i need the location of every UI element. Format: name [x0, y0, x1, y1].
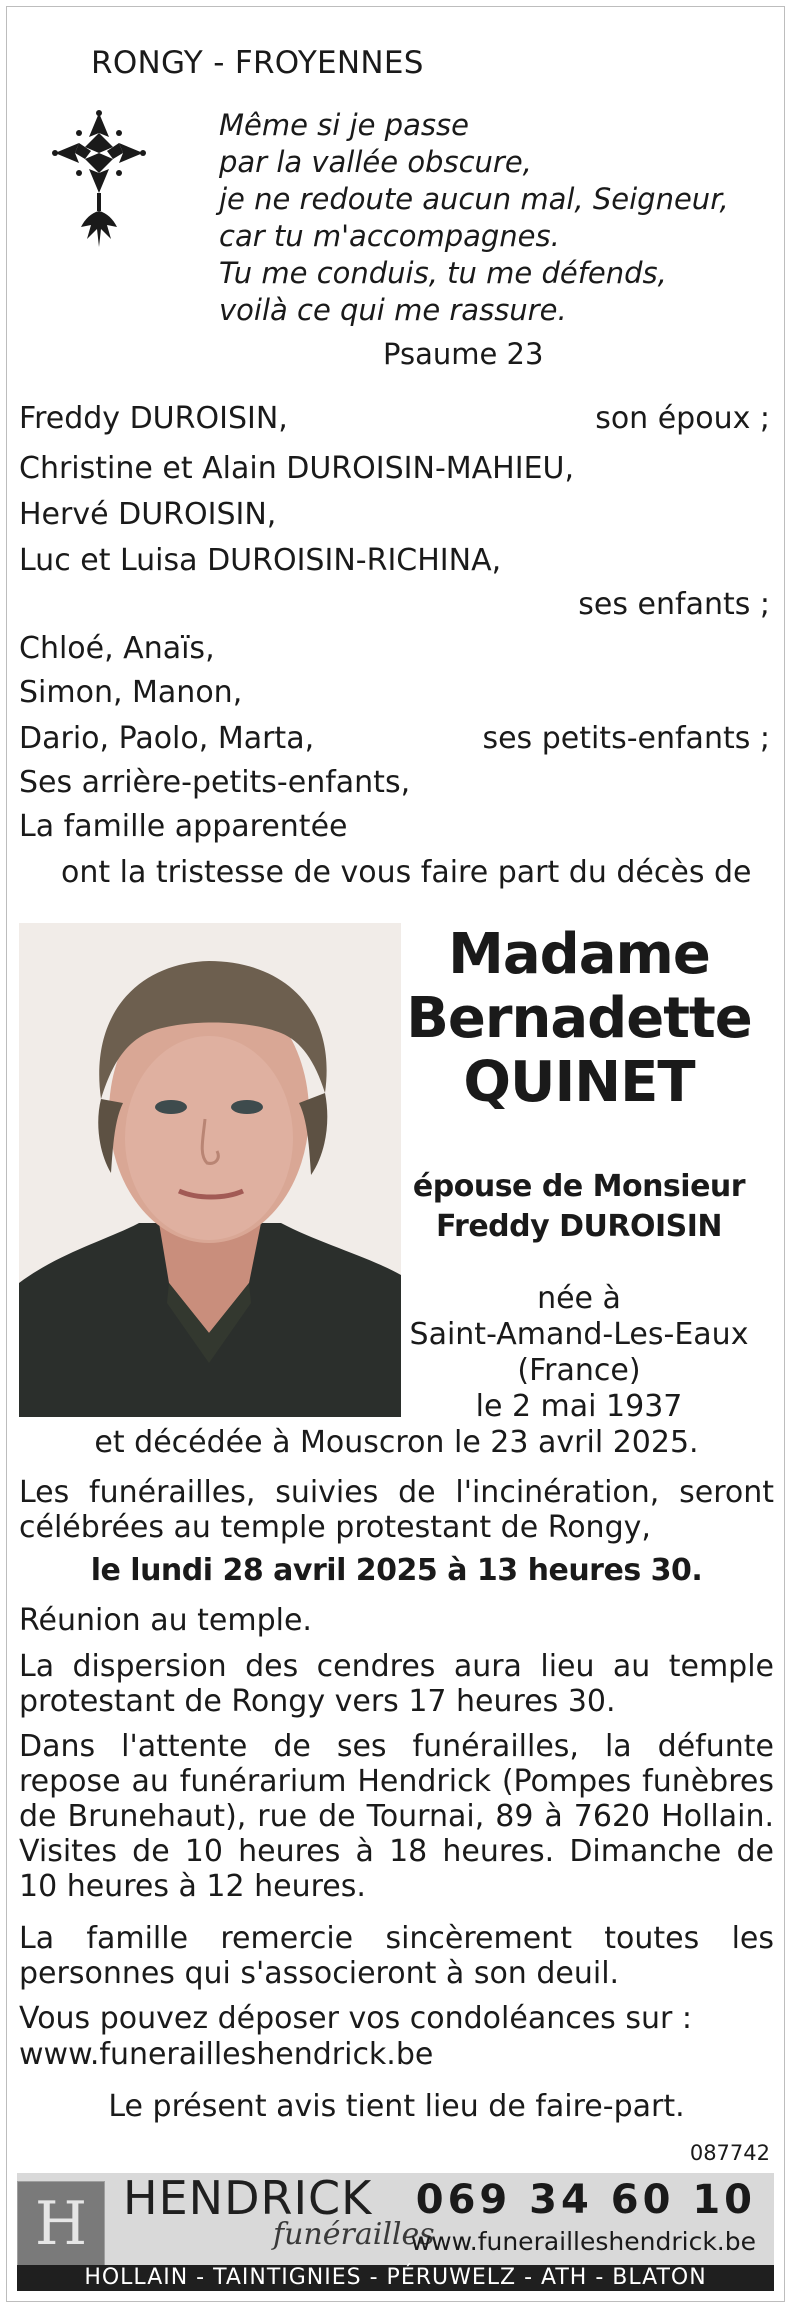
spouse-line: Freddy DUROISIN [435, 1209, 723, 1244]
verse-line: je ne redoute aucun mal, Seigneur, [219, 182, 729, 216]
child-name: Christine et Alain DUROISIN-MAHIEU, [19, 451, 575, 486]
thanks-text: La famille remercie sincèrement toutes les personnes qui s'associeront à son deuil. [19, 1921, 774, 1991]
grandchildren-role: ses petits-enfants ; [482, 721, 770, 756]
funeral-date: le lundi 28 avril 2025 à 13 heures 30. [90, 1553, 703, 1588]
grandchild-name: Simon, Manon, [19, 675, 243, 710]
psalm-verse [219, 107, 729, 329]
grandchild-name: Chloé, Anaïs, [19, 631, 215, 666]
birth-line: Saint-Amand-Les-Eaux [409, 1317, 749, 1352]
death-line: et décédée à Mouscron le 23 avril 2025. [94, 1425, 699, 1460]
condolences-link[interactable]: www.funerailleshendrick.be [19, 2037, 434, 2072]
verse-line: voilà ce qui me rassure. [219, 293, 567, 327]
funeral-home-locations: HOLLAIN - TAINTIGNIES - PÉRUWELZ - ATH - BLATON [17, 2265, 774, 2291]
portrait-photo [19, 923, 401, 1417]
husband-role: son époux ; [595, 401, 770, 436]
funeral-home-subtitle: funérailles [273, 2217, 435, 2252]
relatives: La famille apparentée [19, 809, 348, 844]
condolences-text: Vous pouvez déposer vos condoléances sur : [19, 2001, 692, 2036]
announcement: ont la tristesse de vous faire part du décès de [61, 855, 752, 890]
obituary-page [6, 6, 785, 2302]
birth-line: (France) [517, 1353, 641, 1388]
funerarium-text: Dans l'attente de ses funérailles, la défunte repose au funérarium Hendrick (Pompes funèbres de Brunehaut), rue de Tournai, 89 à 7620 Hollain. Visites de 10 heures à 18 heures. Dimanche de 10 heures à 12 heures. [19, 1729, 774, 1904]
reference-number: 087742 [689, 2141, 770, 2165]
verse-line: par la vallée obscure, [219, 145, 532, 179]
child-name: Hervé DUROISIN, [19, 497, 277, 532]
spouse-line: épouse de Monsieur [412, 1169, 746, 1204]
psalm-reference: Psaume 23 [383, 337, 544, 371]
huguenot-cross-icon [51, 107, 147, 255]
funeral-text: Les funérailles, suivies de l'incinération, seront célébrées au temple protestant de Rongy, [19, 1475, 774, 1545]
verse-line: Tu me conduis, tu me défends, [219, 256, 667, 290]
deceased-last-name: QUINET [463, 1050, 695, 1115]
location-header: RONGY - FROYENNES [91, 45, 424, 81]
reunion-text: Réunion au temple. [19, 1603, 312, 1638]
deceased-first-name: Bernadette [406, 986, 752, 1051]
funeral-home-phone[interactable]: 069 34 60 10 [415, 2177, 756, 2223]
great-grandchildren: Ses arrière-petits-enfants, [19, 765, 411, 800]
notice-text: Le présent avis tient lieu de faire-part. [108, 2089, 685, 2124]
dispersion-text: La dispersion des cendres aura lieu au temple protestant de Rongy vers 17 heures 30. [19, 1649, 774, 1719]
birth-line: le 2 mai 1937 [475, 1389, 683, 1424]
husband-name: Freddy DUROISIN, [19, 401, 288, 436]
logo-letter: H [34, 2189, 88, 2259]
deceased-title: Madame [448, 922, 710, 987]
birth-line: née à [537, 1281, 621, 1316]
verse-line: car tu m'accompagnes. [219, 219, 560, 253]
verse-line: Même si je passe [219, 108, 469, 142]
grandchild-name: Dario, Paolo, Marta, [19, 721, 315, 756]
hendrick-logo-icon [17, 2181, 105, 2267]
child-name: Luc et Luisa DUROISIN-RICHINA, [19, 543, 502, 578]
funeral-home-website[interactable]: www.funerailleshendrick.be [410, 2227, 756, 2256]
funeral-home-name: HENDRICK [123, 2171, 373, 2225]
children-role: ses enfants ; [578, 587, 770, 622]
